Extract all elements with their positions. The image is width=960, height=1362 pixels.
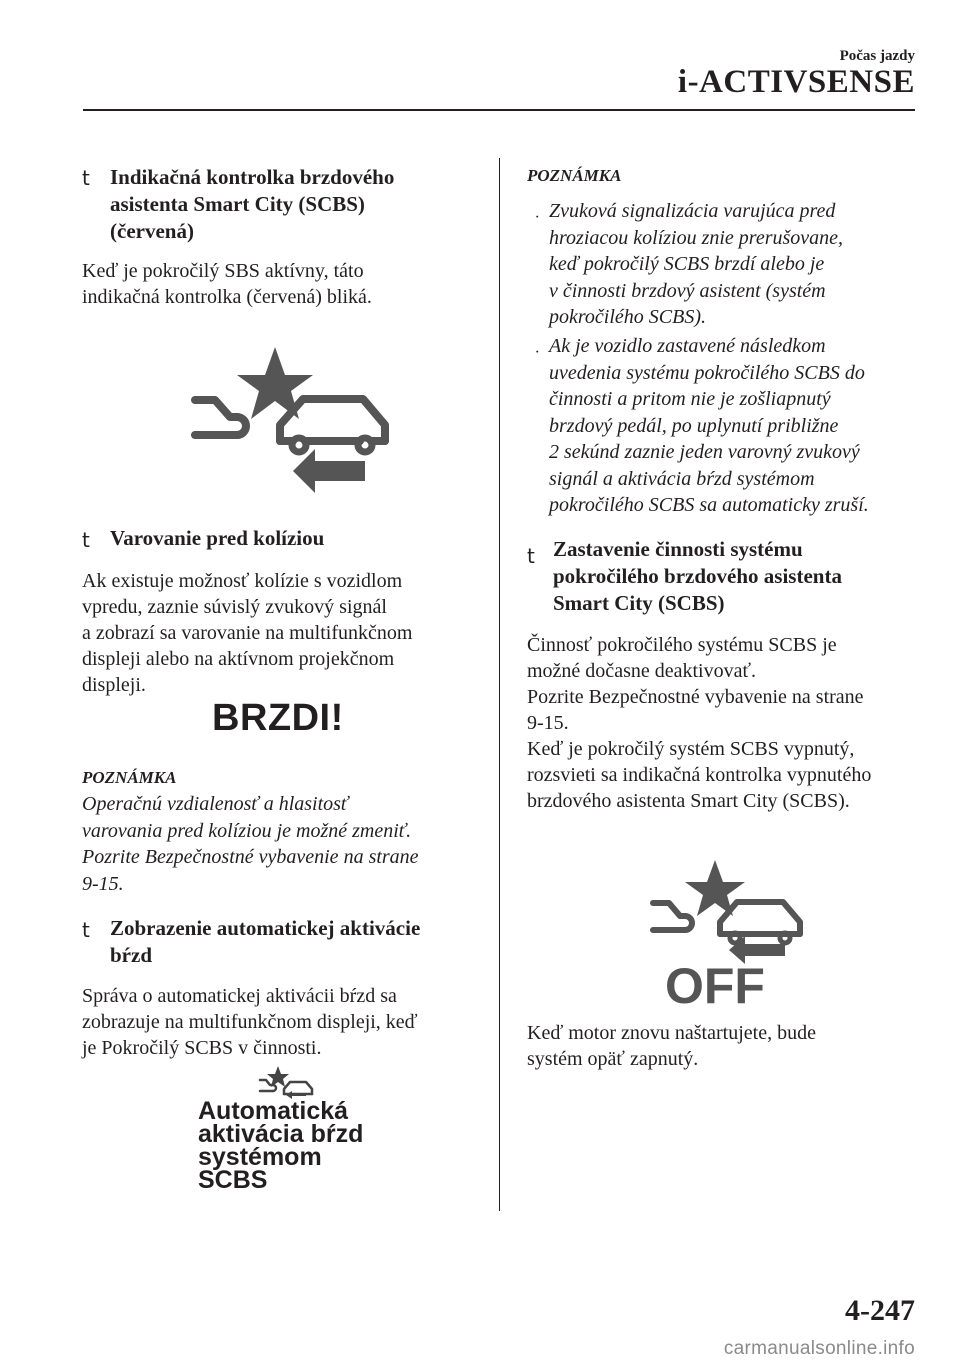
section-body: Správa o automatickej aktivácii bŕzd sa zobrazuje na multifunkčnom displeji, keď je Pokročilý SCBS v činnosti.	[82, 985, 418, 1059]
note-text: Ak je vozidlo zastavené následkom uvedenia systému pokročilého SCBS do činnosti a pritom nie je zošliapnutý brzdový pedál, po uplynutí približne 2 sekúnd zaznie jeden varovný zvukový signál a aktivácia bŕzd systémom pokročilého SCBS sa automaticky zruší.	[549, 335, 869, 516]
scbs-off-icon	[645, 858, 810, 1008]
note-bullet-dot: ·	[535, 209, 539, 226]
column-divider	[499, 158, 500, 1211]
section-title-indicator: Indikačná kontrolka brzdového asistenta Smart City (SCBS) (červená)	[110, 165, 395, 243]
section-bullet: t	[82, 918, 90, 942]
section-body: Keď motor znovu naštartujete, bude systém opäť zapnutý.	[527, 1022, 816, 1070]
section-body: Činnosť pokročilého systému SCBS je možné dočasne deaktivovať. Pozrite Bezpečnostné vybavenie na strane 9-15. Keď je pokročilý systém SCBS vypnutý, rozsvieti sa indikačná kontrolka vypnutého brzdového asistenta Smart City (SCBS).	[527, 634, 872, 812]
section-title-deactivation: Zastavenie činnosti systému pokročilého brzdového asistenta Smart City (SCBS)	[553, 537, 842, 615]
header-chapter: i-ACTIVSENSE	[677, 64, 915, 100]
section-title-collision: Varovanie pred kolíziou	[110, 526, 325, 550]
scbs-warning-icon	[185, 345, 405, 495]
auto-brake-icon	[258, 1066, 314, 1100]
section-body: Keď je pokročilý SBS aktívny, táto indikačná kontrolka (červená) bliká.	[82, 260, 372, 308]
section-bullet: t	[82, 166, 90, 190]
section-title-auto-brake: Zobrazenie automatickej aktivácie bŕzd	[110, 916, 421, 967]
footer-watermark: carmanualsonline.info	[723, 1338, 915, 1359]
note-heading: POZNÁMKA	[527, 166, 622, 185]
note-text: Zvuková signalizácia varujúca pred hroziacou kolíziou znie prerušovane, keď pokročilý SCBS brzdí alebo je v činnosti brzdový asistent (systém pokročilého SCBS).	[549, 200, 844, 328]
note-heading: POZNÁMKA	[82, 768, 177, 787]
off-label: OFF	[665, 958, 765, 1008]
section-bullet: t	[527, 544, 535, 568]
auto-brake-message: Automatická aktivácia bŕzd systémom SCBS	[198, 1097, 364, 1194]
header-rule	[83, 109, 915, 111]
brake-warning-text: BRZDI!	[212, 697, 344, 739]
page-number: 4-247	[845, 1294, 915, 1327]
section-body: Ak existuje možnosť kolízie s vozidlom vpredu, zaznie súvislý zvukový signál a zobrazí sa varovanie na multifunkčnom displeji alebo na aktívnom projekčnom displeji.	[82, 570, 413, 696]
note-bullet-dot: ·	[535, 344, 539, 361]
section-bullet: t	[82, 528, 90, 552]
header-section: Počas jazdy	[839, 48, 915, 64]
note-text: Operačnú vzdialenosť a hlasitosť varovania pred kolíziou je možné zmeniť. Pozrite Bezpečnostné vybavenie na strane 9-15.	[82, 793, 419, 895]
